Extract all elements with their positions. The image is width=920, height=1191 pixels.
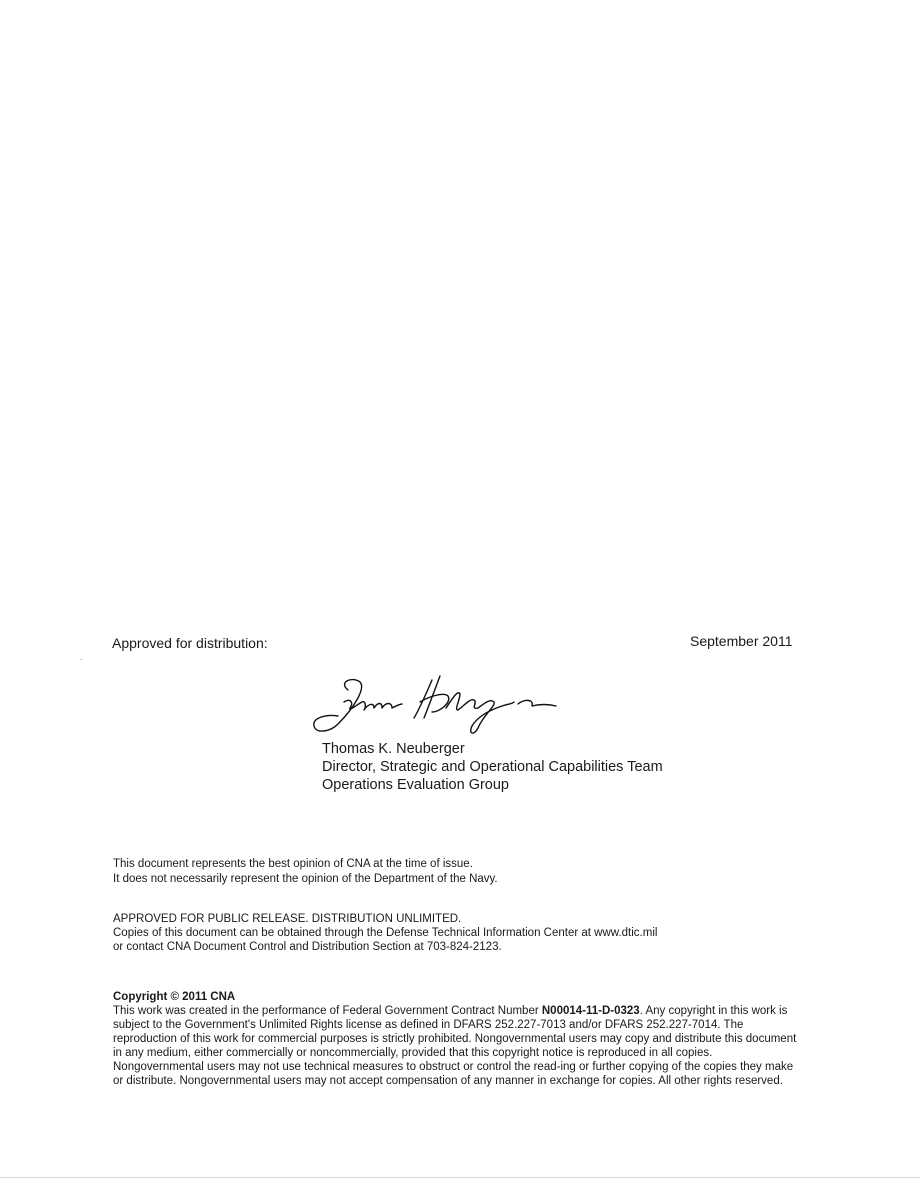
signer-name: Thomas K. Neuberger	[322, 741, 465, 757]
approval-label: Approved for distribution:	[112, 635, 268, 651]
signature-image	[308, 668, 568, 738]
contract-number: N00014-11-D-0323	[541, 1005, 640, 1017]
signer-title: Director, Strategic and Operational Capabilities Team	[322, 759, 663, 775]
disclaimer-line: It does not necessarily represent the opinion of the Department of the Navy.	[113, 873, 498, 885]
release-line: or contact CNA Document Control and Distribution Section at 703-824-2123.	[113, 941, 502, 953]
disclaimer-block	[113, 857, 498, 887]
copyright-text-after: . Any copyright in this work is subject to the Government's Unlimited Rights license as defined in DFARS 252.227-7013 and/or DFARS 252.227-7014. The reproduction of this work for commercial purposes is strictly prohibited. Nongovernmental users may copy and distribute this document in any medium, either commercially or noncommercially, provided that this copyright notice is reproduced in all copies. Nongovernmental users may not use technical measures to obstruct or control the read-ing or further copying of the copies they make or distribute. Nongovernmental users may not accept compensation of any manner in exchange for copies. All other rights reserved.	[113, 1005, 797, 1087]
signer-block	[322, 740, 663, 794]
release-heading: APPROVED FOR PUBLIC RELEASE. DISTRIBUTION UNLIMITED.	[113, 913, 462, 925]
release-line: Copies of this document can be obtained through the Defense Technical Information Center at www.dtic.mil	[113, 927, 658, 939]
copyright-block	[113, 990, 803, 1088]
copyright-title: Copyright © 2011 CNA	[113, 991, 236, 1003]
bottom-divider	[0, 1177, 920, 1178]
scan-mark	[80, 659, 82, 660]
approval-date: September 2011	[690, 633, 793, 649]
release-block	[113, 912, 657, 954]
signer-group: Operations Evaluation Group	[322, 777, 509, 793]
copyright-body	[113, 1004, 803, 1088]
disclaimer-line: This document represents the best opinion of CNA at the time of issue.	[113, 858, 473, 870]
copyright-text-before: This work was created in the performance of Federal Government Contract Number	[113, 1005, 542, 1017]
